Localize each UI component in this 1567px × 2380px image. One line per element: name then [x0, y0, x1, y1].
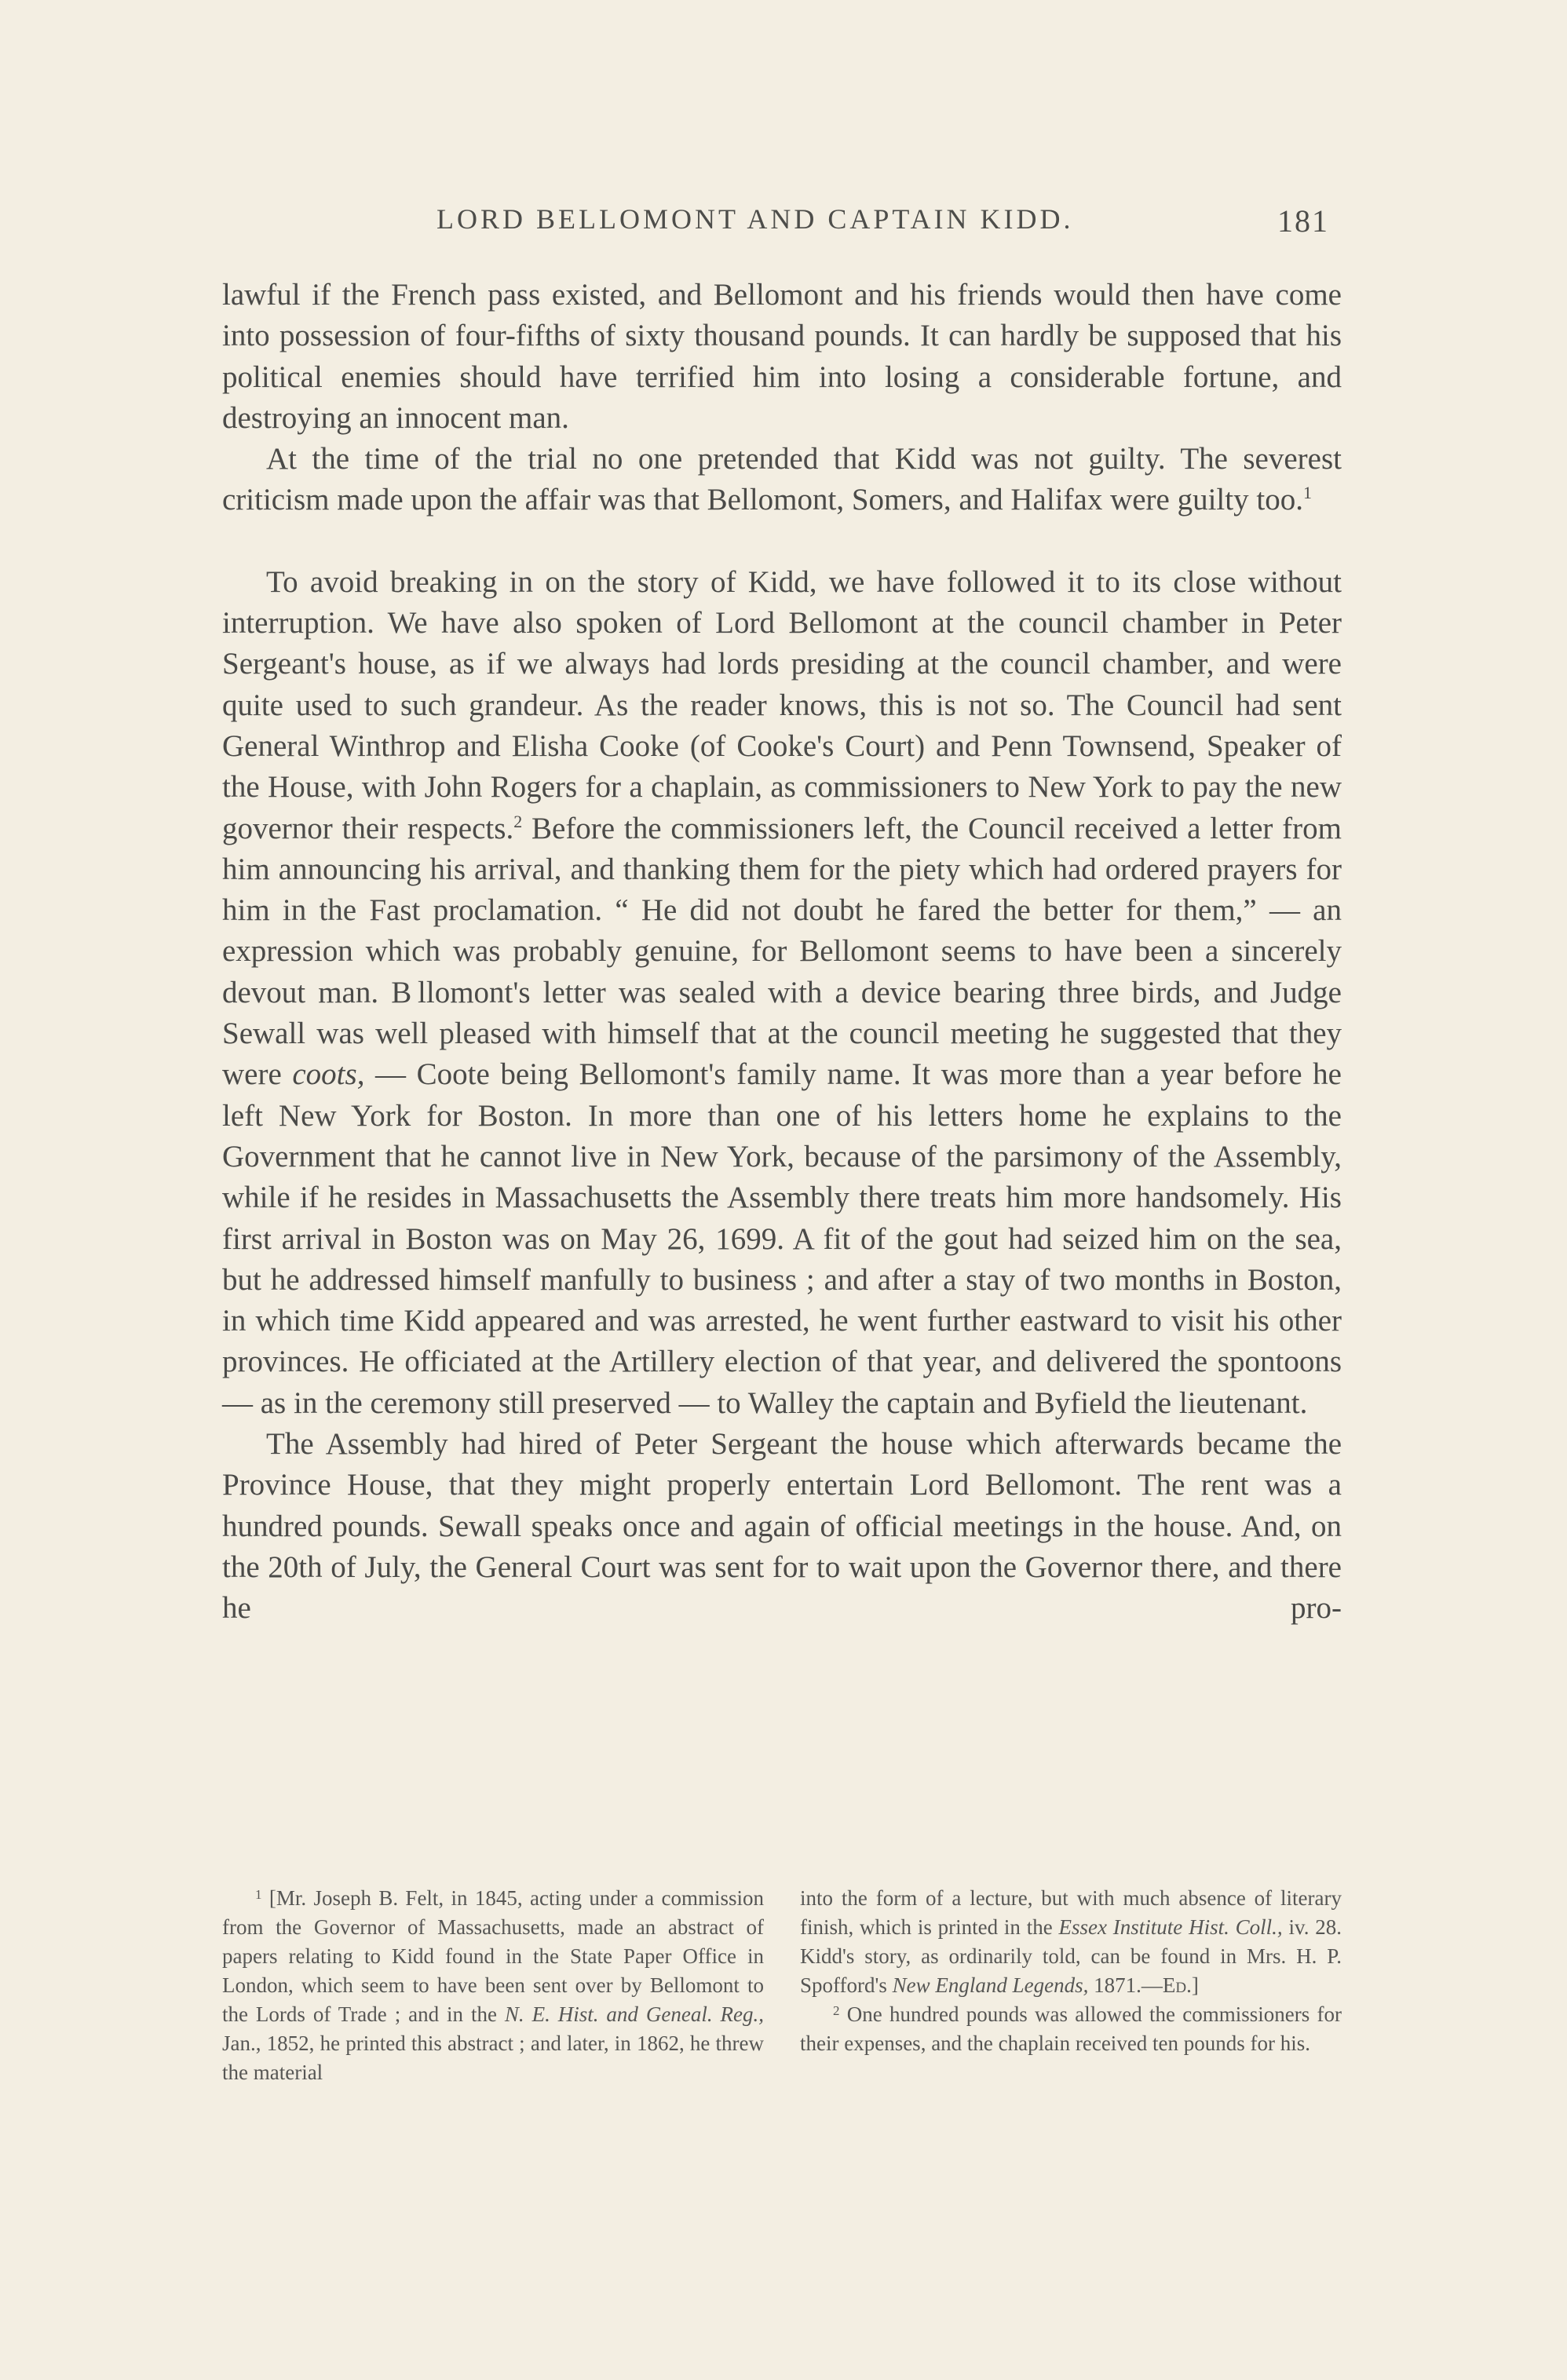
- footnote-column-left: [222, 1884, 764, 2087]
- footnote-2-number: 2: [833, 2003, 840, 2018]
- footnote-1: [222, 1884, 764, 2087]
- body-text: [222, 275, 1342, 1630]
- footnote-1-text-b: Jan., 1852, he printed this abstract ; and later, in 1862, he threw the material: [222, 2031, 764, 2084]
- page-header: [0, 203, 1567, 250]
- paragraph-1: [222, 275, 1342, 439]
- paragraph-3-text-c: — Coote being Bellomont's family name. It was more than a year before he left New York for Boston. In more than one of his letters home he explains to the Government that he cannot live in New York, because of the parsimony of the Assembly, while if he resides in Massachusetts the Assembly there treats him more handsomely. His first arrival in Boston was on May 26, 1699. A fit of the gout had seized him on the sea, but he addressed himself manfully to business ; and after a stay of two months in Boston, in which time Kidd appeared and was arrested, he went further eastward to visit his other provinces. He officiated at the Artillery election of that year, and delivered the spontoons — as in the ceremony still preserved — to Walley the captain and Byfield the lieutenant.: [222, 1057, 1342, 1420]
- paragraph-3-text-b: Before the commissioners left, the Council received a letter from him announcing his arrival, and thanking them for the piety which had ordered prayers for him in the Fast proclamation. “ He did not doubt he fared the better for them,” — an expression which was probably genuine, for Bellomont seems to have been a sincerely devout man. B llomont's letter was sealed with a device bearing three birds, and Judge Sewall was well pleased with himself that at the council meeting he suggested that they were: [222, 811, 1342, 1092]
- footnote-2: [800, 2000, 1342, 2058]
- page-number: 181: [1277, 203, 1329, 239]
- footnote-1-number: 1: [255, 1887, 262, 1902]
- footnote-1-continued: [800, 1884, 1342, 2000]
- paragraph-4: [222, 1424, 1342, 1629]
- footnote-column-right: [800, 1884, 1342, 2087]
- footnote-ref-2: 2: [513, 811, 523, 831]
- footnote-1-text-f: ]: [1191, 1973, 1199, 1997]
- paragraph-2: [222, 439, 1342, 521]
- footnote-1-italic-2: Essex Institute Hist. Coll.,: [1058, 1915, 1283, 1939]
- footnote-1-text-d: iv. 28. Kidd's story, as ordinarily told, can be found in Mrs. H. P. Spofford's: [800, 1915, 1342, 1997]
- paragraph-4-text: The Assembly had hired of Peter Sergeant the house which afterwards became the Province House, that they might properly entertain Lord Bellomont. The rent was a hundred pounds. Sewall speaks once and again of official meetings in the house. And, on the 20th of July, the General Court was sent for to wait upon the Governor there, and there he pro-: [222, 1427, 1342, 1626]
- paragraph-1-text: lawful if the French pass existed, and Bellomont and his friends would then have come into possession of four-fifths of sixty thousand pounds. It can hardly be supposed that his political enemies should have terrified him into losing a considerable fortune, and destroying an innocent man.: [222, 278, 1342, 435]
- paragraph-3-italic: coots,: [292, 1057, 365, 1092]
- footnote-ref-1: 1: [1302, 483, 1312, 503]
- footnote-1-text-e: 1871.—: [1088, 1973, 1163, 1997]
- paragraph-3-text-a: To avoid breaking in on the story of Kidd, we have followed it to its close without interruption. We have also spoken of Lord Bellomont at the council chamber in Peter Sergeant's house, as if we always had lords presiding at the council chamber, and were quite used to such grandeur. As the reader knows, this is not so. The Council had sent General Winthrop and Elisha Cooke (of Cooke's Court) and Penn Townsend, Speaker of the House, with John Rogers for a chaplain, as commissioners to New York to pay the new governor their respects.: [222, 564, 1342, 845]
- footnote-1-italic-3: New England Legends,: [892, 1973, 1089, 1997]
- footnote-2-text: One hundred pounds was allowed the commissioners for their expenses, and the chaplain received ten pounds for his.: [800, 2002, 1342, 2055]
- paragraph-3: [222, 562, 1342, 1424]
- footnote-1-text-c: into the form of a lecture, but with much absence of literary finish, which is printed in the: [800, 1886, 1342, 1939]
- running-head: LORD BELLOMONT AND CAPTAIN KIDD.: [436, 203, 1074, 235]
- footnote-1-italic-1: N. E. Hist. and Geneal. Reg.,: [504, 2002, 764, 2026]
- footnote-1-text-a: [Mr. Joseph B. Felt, in 1845, acting under a commission from the Governor of Massachusetts, made an abstract of papers relating to Kidd found in the State Paper Office in London, which seem to have been sent over by Bellomont to the Lords of Trade ; and in the: [222, 1886, 764, 2026]
- paragraph-2-text: At the time of the trial no one pretended that Kidd was not guilty. The severest criticism made upon the affair was that Bellomont, Somers, and Halifax were guilty too.: [222, 442, 1342, 517]
- footnote-1-editor-mark: Ed.: [1162, 1973, 1192, 1997]
- footnotes: [222, 1884, 1342, 2087]
